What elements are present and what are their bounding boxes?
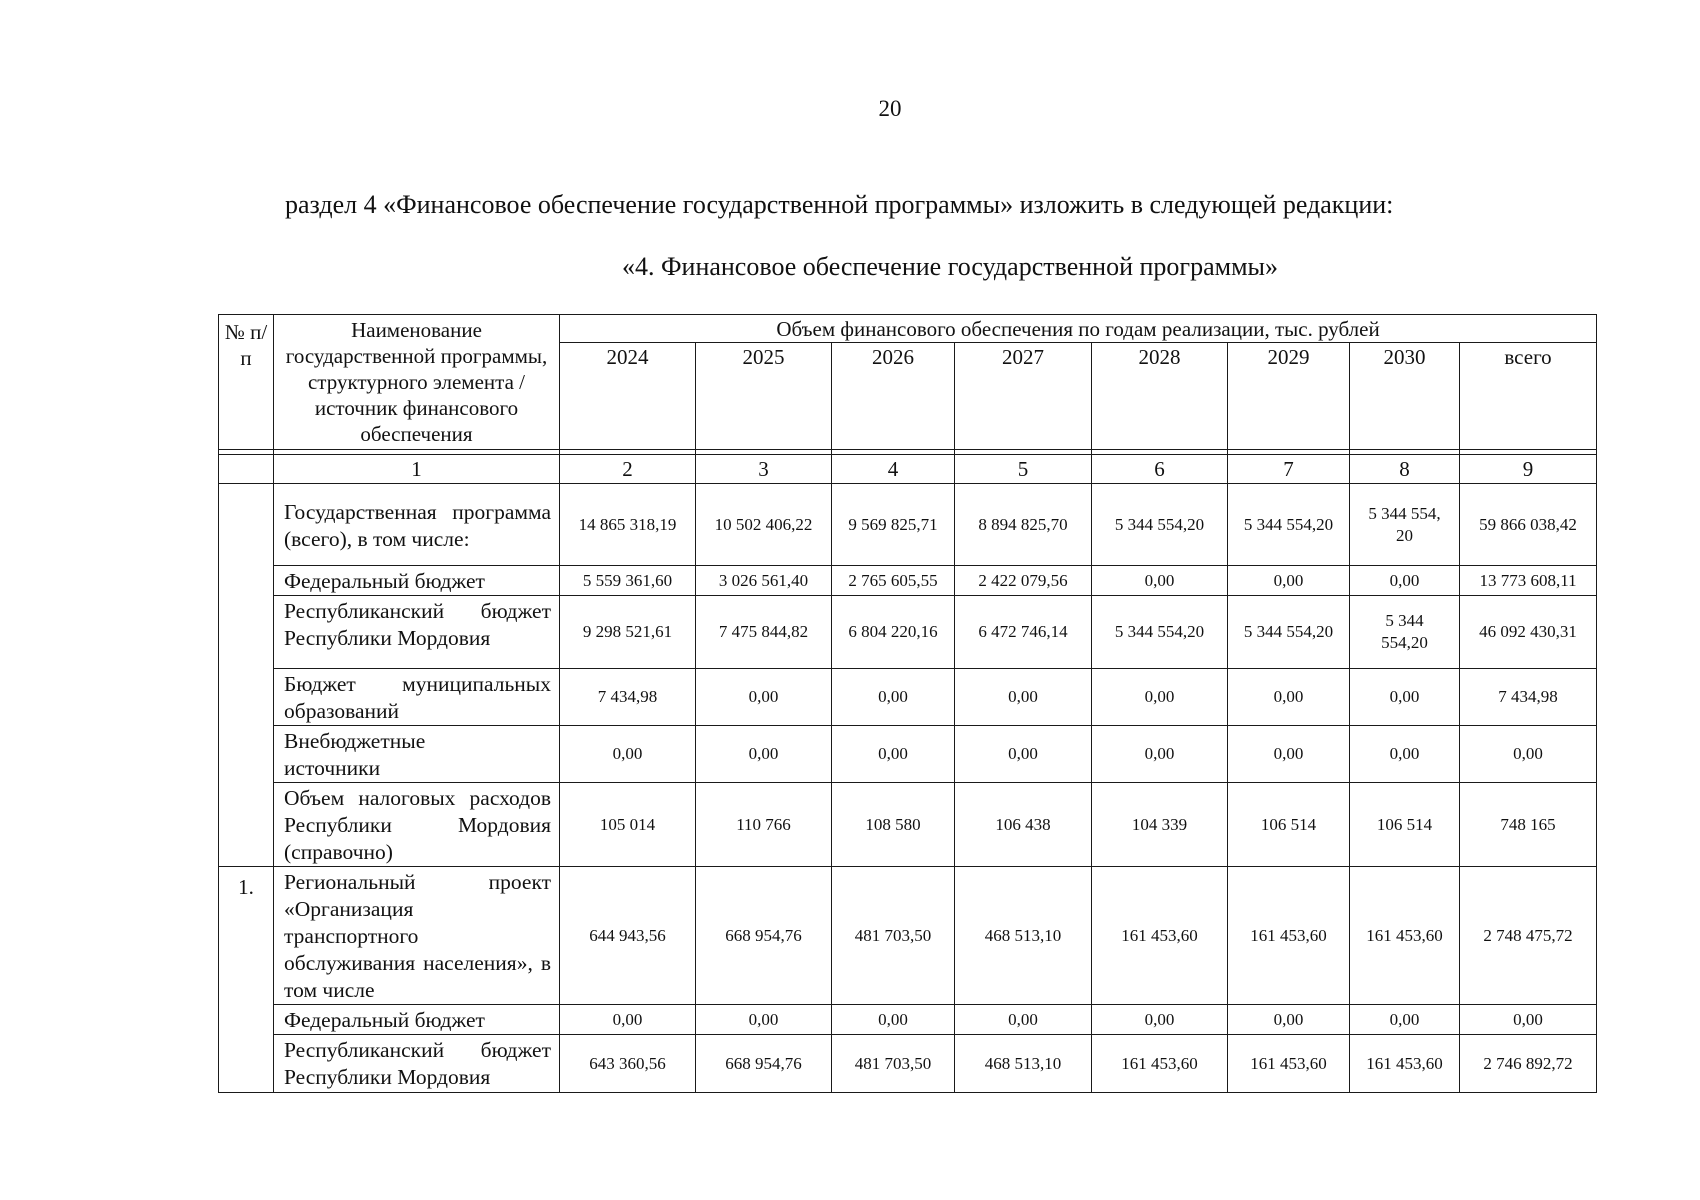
row-name: Федеральный бюджет [274,566,560,596]
financing-table [218,314,1597,1093]
value-cell: 0,00 [1350,566,1460,596]
table-row [219,566,1597,596]
value-cell: 108 580 [832,783,955,867]
column-number: 1 [274,455,560,484]
value-cell: 668 954,76 [696,1035,832,1093]
table-row [219,596,1597,669]
value-cell: 0,00 [1228,1005,1350,1035]
value-cell: 0,00 [1350,726,1460,783]
value-cell: 10 502 406,22 [696,484,832,566]
year-header: 2030 [1350,343,1460,450]
total-header: всего [1460,343,1597,450]
table-row [219,669,1597,726]
value-cell: 5 344 554,20 [1228,484,1350,566]
year-header: 2024 [560,343,696,450]
column-header-volume: Объем финансового обеспечения по годам реализации, тыс. рублей [560,315,1597,343]
row-name: Республиканский бюджет Республики Мордовия [274,1035,560,1093]
value-cell: 481 703,50 [832,867,955,1005]
row-name [274,726,560,783]
table-row [219,867,1597,1005]
value-cell: 0,00 [832,726,955,783]
table-row [219,484,1597,566]
value-cell: 6 472 746,14 [955,596,1092,669]
value-cell: 644 943,56 [560,867,696,1005]
row-name: Республиканский бюджет Республики Мордовия [274,596,560,669]
value-cell: 5 344 554, 20 [1350,484,1460,566]
year-header: 2029 [1228,343,1350,450]
value-cell: 0,00 [955,1005,1092,1035]
row-name-text: Внебюджетные источники [284,729,426,780]
value-cell: 6 804 220,16 [832,596,955,669]
year-header: 2028 [1092,343,1228,450]
value-cell: 643 360,56 [560,1035,696,1093]
value-cell: 161 453,60 [1092,1035,1228,1093]
row-index: 1. [219,867,274,1093]
total-cell: 0,00 [1460,1005,1597,1035]
value-cell: 0,00 [955,669,1092,726]
header-row-top [219,315,1597,343]
value-cell: 2 422 079,56 [955,566,1092,596]
total-cell: 13 773 608,11 [1460,566,1597,596]
column-number: 4 [832,455,955,484]
value-cell: 106 514 [1350,783,1460,867]
value-cell: 5 344 554,20 [1228,596,1350,669]
value-cell: 0,00 [696,669,832,726]
value-cell: 3 026 561,40 [696,566,832,596]
value-cell: 8 894 825,70 [955,484,1092,566]
value-cell: 104 339 [1092,783,1228,867]
value-cell: 5 559 361,60 [560,566,696,596]
page-number: 20 [878,96,902,121]
value-cell: 0,00 [1228,726,1350,783]
value-cell: 468 513,10 [955,867,1092,1005]
column-number-row [219,455,1597,484]
column-number: 3 [696,455,832,484]
value-cell: 0,00 [832,1005,955,1035]
total-cell: 46 092 430,31 [1460,596,1597,669]
value-cell: 2 765 605,55 [832,566,955,596]
column-number: 2 [560,455,696,484]
value-cell: 0,00 [1092,1005,1228,1035]
intro-text: раздел 4 «Финансовое обеспечение государственной программы» изложить в следующей редакции: [285,190,1394,219]
value-cell: 0,00 [832,669,955,726]
value-cell: 0,00 [1228,566,1350,596]
value-cell: 161 453,60 [1350,867,1460,1005]
value-cell: 0,00 [1228,669,1350,726]
column-header-number: № п/п [219,315,274,450]
value-cell: 7 475 844,82 [696,596,832,669]
row-index [219,484,274,867]
value-cell: 0,00 [1350,1005,1460,1035]
row-name: Региональный проект «Организация транспортного обслуживания населения», в том числе [274,867,560,1005]
table-row [219,726,1597,783]
table-row [219,783,1597,867]
value-cell: 7 434,98 [560,669,696,726]
value-cell: 0,00 [1092,669,1228,726]
column-number: 5 [955,455,1092,484]
value-cell: 161 453,60 [1228,1035,1350,1093]
year-header: 2027 [955,343,1092,450]
value-cell: 161 453,60 [1350,1035,1460,1093]
total-cell: 748 165 [1460,783,1597,867]
year-header: 2025 [696,343,832,450]
value-cell: 0,00 [560,1005,696,1035]
value-cell: 0,00 [696,726,832,783]
column-number [219,455,274,484]
table-row [219,1035,1597,1093]
column-header-name: Наименование государственной программы, структурного элемента / источник финансового обеспечения [274,315,560,450]
value-cell: 0,00 [560,726,696,783]
value-cell: 5 344 554,20 [1092,596,1228,669]
value-cell: 106 514 [1228,783,1350,867]
value-cell: 0,00 [955,726,1092,783]
value-cell: 0,00 [1092,726,1228,783]
total-cell: 2 746 892,72 [1460,1035,1597,1093]
value-cell: 481 703,50 [832,1035,955,1093]
value-cell: 9 298 521,61 [560,596,696,669]
row-name: Государственная программа (всего), в том числе: [274,484,560,566]
row-name: Федеральный бюджет [274,1005,560,1035]
value-cell: 105 014 [560,783,696,867]
section-heading: «4. Финансовое обеспечение государственной программы» [621,252,1279,281]
value-cell: 468 513,10 [955,1035,1092,1093]
row-name: Бюджет муниципальных образований [274,669,560,726]
total-cell: 0,00 [1460,726,1597,783]
value-cell: 14 865 318,19 [560,484,696,566]
column-number: 9 [1460,455,1597,484]
table-row [219,1005,1597,1035]
value-cell: 106 438 [955,783,1092,867]
row-name: Объем налоговых расходов Республики Мордовия (справочно) [274,783,560,867]
value-cell: 110 766 [696,783,832,867]
total-cell: 59 866 038,42 [1460,484,1597,566]
value-cell: 161 453,60 [1092,867,1228,1005]
value-cell: 161 453,60 [1228,867,1350,1005]
value-cell: 0,00 [696,1005,832,1035]
column-number: 6 [1092,455,1228,484]
value-cell: 0,00 [1350,669,1460,726]
value-cell: 5 344 554,20 [1092,484,1228,566]
column-number: 8 [1350,455,1460,484]
value-cell: 668 954,76 [696,867,832,1005]
year-header: 2026 [832,343,955,450]
value-cell: 0,00 [1092,566,1228,596]
value-cell: 9 569 825,71 [832,484,955,566]
value-cell: 5 344 554,20 [1350,596,1460,669]
total-cell: 2 748 475,72 [1460,867,1597,1005]
total-cell: 7 434,98 [1460,669,1597,726]
column-number: 7 [1228,455,1350,484]
